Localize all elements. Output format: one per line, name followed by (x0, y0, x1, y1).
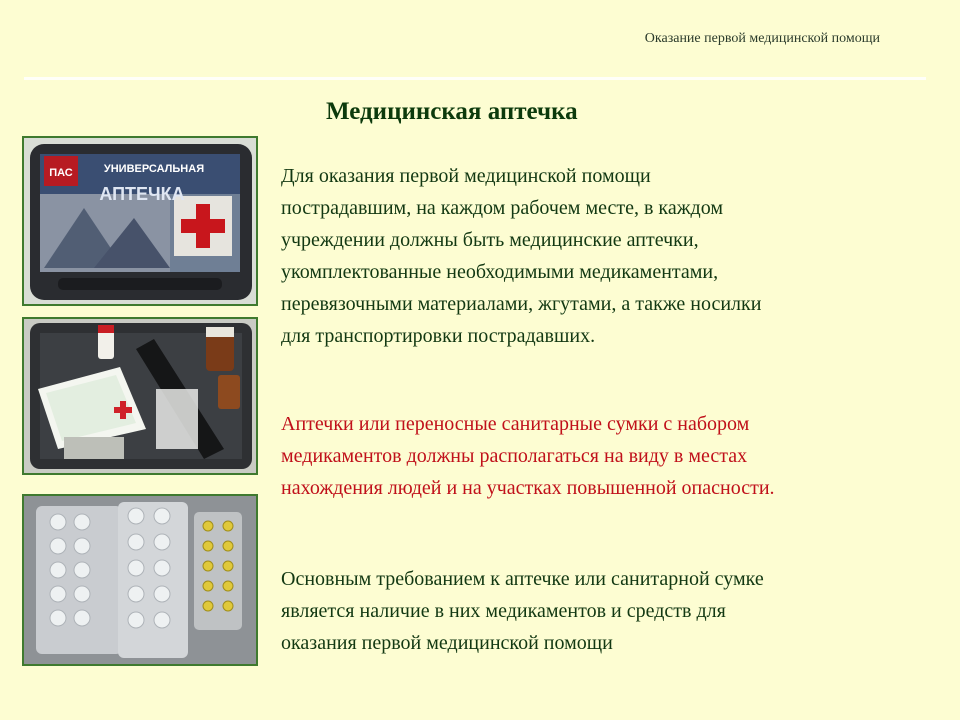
paragraph-line: медикаментов должны располагаться на виду в местах (281, 445, 748, 467)
paragraph-line: укомплектованные необходимыми медикаментами, (281, 261, 719, 283)
paragraph-line: нахождения людей и на участках повышенной опасности. (281, 477, 775, 499)
kit-label-top: УНИВЕРСАЛЬНАЯ (103, 163, 205, 175)
paragraph-placement-warning (281, 408, 941, 504)
header-title: Оказание первой медицинской помощи (644, 31, 880, 46)
paragraph-line: для транспортировки пострадавших. (281, 325, 596, 347)
paragraph-line: оказания первой медицинской помощи (281, 632, 613, 654)
first-aid-kit-closed-photo (22, 136, 258, 306)
first-aid-kit-open-photo (22, 317, 258, 475)
kit-label-main: АПТЕЧКА (99, 184, 185, 204)
paragraph-requirements (281, 160, 941, 352)
paragraph-line: Для оказания первой медицинской помощи (281, 165, 651, 187)
paragraph-line: Основным требованием к аптечке или санитарной сумке (281, 568, 764, 590)
tablets-blister-photo (22, 494, 258, 666)
paragraph-line: Аптечки или переносные санитарные сумки с набором (281, 413, 750, 435)
paragraph-line: является наличие в них медикаментов и средств для (281, 600, 726, 622)
paragraph-line: пострадавшим, на каждом рабочем месте, в каждом (281, 197, 723, 219)
slide-title: Медицинская аптечка (326, 98, 578, 125)
paragraph-line: перевязочными материалами, жгутами, а также носилки (281, 293, 762, 315)
kit-brand-text: ПАС (49, 167, 73, 179)
header-divider (24, 77, 926, 80)
paragraph-main-requirement (281, 563, 941, 659)
paragraph-line: учреждении должны быть медицинские аптечки, (281, 229, 699, 251)
